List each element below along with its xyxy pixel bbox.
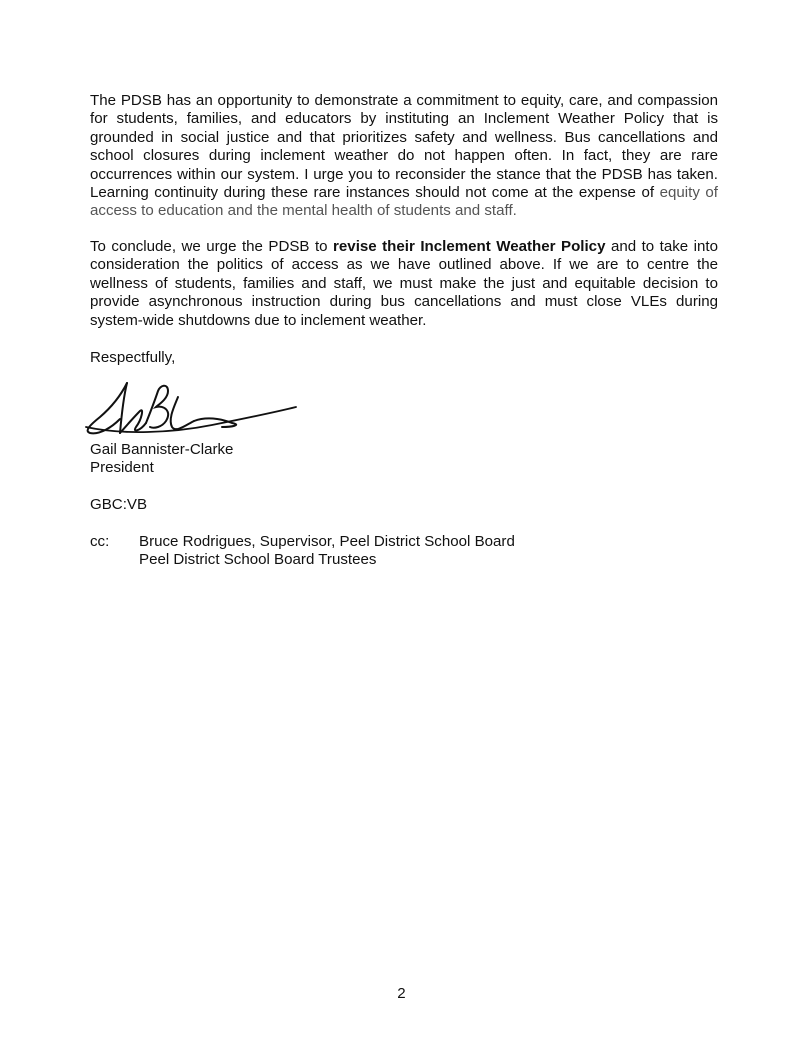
paragraph-policy-opportunity [90,92,718,221]
signer-title: President [90,459,154,476]
handwritten-signature [82,375,302,440]
paragraph-policy-opportunity-end: equity of access to education and the mental health of students and staff. [90,184,718,220]
cc-row-2 [90,551,718,569]
reference-initials: GBC:VB [90,496,148,513]
cc-list [90,533,718,570]
cc-recipient-trustees: Peel District School Board Trustees [139,551,377,569]
cc-row-1 [90,533,718,551]
closing-salutation: Respectfully, [90,349,176,366]
paragraph-conclusion [90,238,718,330]
paragraph-conclusion-bold: revise their Inclement Weather Policy [333,238,606,255]
paragraph-conclusion-end: and to take into consideration the politics of access as we have outlined above. If we are to centre the wellness of students, families and staff, we must make the just and equitable decision to provide asynchronous instruction during bus cancellations and must close VLEs during system-wide shutdowns due to inclement weather. [90,238,718,329]
page-number: 2 [397,985,406,1002]
cc-recipient-supervisor: Bruce Rodrigues, Supervisor, Peel District School Board [139,533,515,550]
paragraph-conclusion-start: To conclude, we urge the PDSB to [90,238,334,255]
cc-label-spacer [90,551,139,569]
cc-label: cc: [90,533,110,550]
signer-name: Gail Bannister-Clarke [90,441,234,458]
paragraph-policy-opportunity-main: The PDSB has an opportunity to demonstrate a commitment to equity, care, and compassion for students, families, and educators by instituting an Inclement Weather Policy that is grounded in social justice and that prioritizes safety and wellness. Bus cancellations and school closures during inclement weather do not happen often. In fact, they are rare occurrences within our system. I urge you to reconsider the stance that the PDSB has taken. Learning continuity during these rare instances should not come at the expense of [90,92,718,202]
